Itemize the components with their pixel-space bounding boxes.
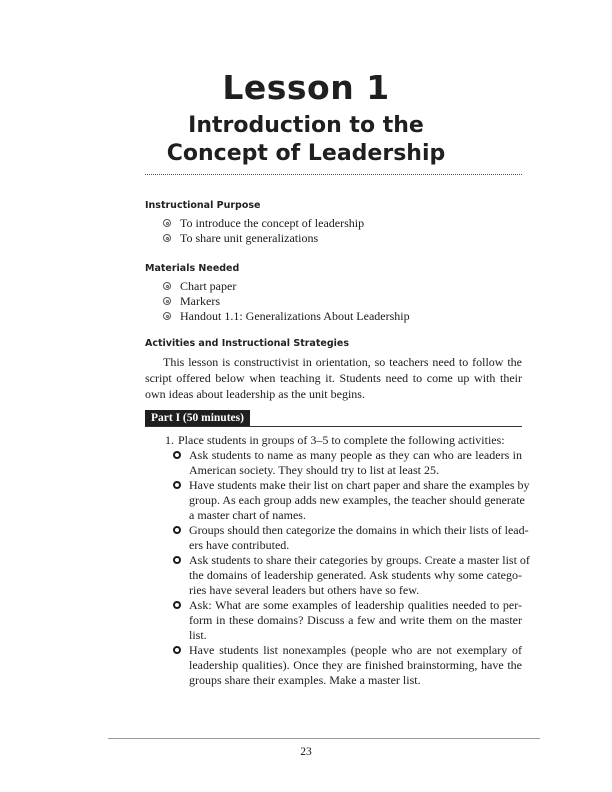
ring-bullet-icon [173, 556, 181, 564]
circle-bullet-icon [163, 312, 171, 320]
circle-bullet-icon [163, 219, 171, 227]
title-divider [145, 174, 522, 175]
ring-bullet-icon [173, 646, 181, 654]
list-item: Handout 1.1: Generalizations About Leadership [163, 309, 410, 324]
lesson-title: Lesson 1 [222, 68, 390, 107]
materials-heading: Materials Needed [145, 263, 240, 274]
purpose-list [163, 216, 364, 246]
activities-paragraph: This lesson is constructivist in orientation, so teachers need to follow the script offered below when teaching it. Students need to come up with their own ideas about leadership as the unit begins. [145, 355, 522, 401]
list-item: Ask students to share their categories by groups. Create a master list of the domains of leadership generated. Ask students why some catego- ries have several leaders but others have so few. [172, 553, 522, 598]
lesson-subtitle-line-1: Introduction to the [188, 113, 424, 138]
list-item: To share unit generalizations [163, 231, 364, 246]
list-item: Ask students to name as many people as they can who are leaders in American society. They should try to list at least 25. [172, 448, 522, 478]
ring-bullet-icon [173, 481, 181, 489]
activity-list [172, 448, 530, 688]
list-item: Groups should then categorize the domains in which their lists of lead- ers have contributed. [172, 523, 522, 553]
list-item: Chart paper [163, 279, 410, 294]
circle-bullet-icon [163, 297, 171, 305]
list-item: Have students list nonexamples (people who are not exemplary of leadership qualities). Once they are finished brainstorming, have the groups share their examples. Make a master list. [172, 643, 522, 688]
list-item: Ask: What are some examples of leadership qualities needed to per- form in these domains? Discuss a few and write them on the master list. [172, 598, 522, 643]
circle-bullet-icon [163, 234, 171, 242]
purpose-heading: Instructional Purpose [145, 200, 261, 211]
step-text: Place students in groups of 3–5 to complete the following activities: [178, 433, 505, 447]
activities-heading: Activities and Instructional Strategies [145, 338, 349, 349]
list-item: Markers [163, 294, 410, 309]
part-rule [145, 426, 522, 427]
part-label: Part I (50 minutes) [145, 410, 250, 426]
lesson-subtitle-line-2: Concept of Leadership [166, 141, 446, 166]
step-number: 1. [165, 433, 174, 447]
ring-bullet-icon [173, 601, 181, 609]
materials-list [163, 279, 410, 324]
page-number: 23 [300, 746, 312, 758]
list-item: Have students make their list on chart paper and share the examples by group. As each group adds new examples, the teacher should generate a master chart of names. [172, 478, 522, 523]
circle-bullet-icon [163, 282, 171, 290]
ring-bullet-icon [173, 526, 181, 534]
step-1 [148, 433, 522, 448]
list-item: To introduce the concept of leadership [163, 216, 364, 231]
footer-rule [108, 738, 540, 739]
ring-bullet-icon [173, 451, 181, 459]
